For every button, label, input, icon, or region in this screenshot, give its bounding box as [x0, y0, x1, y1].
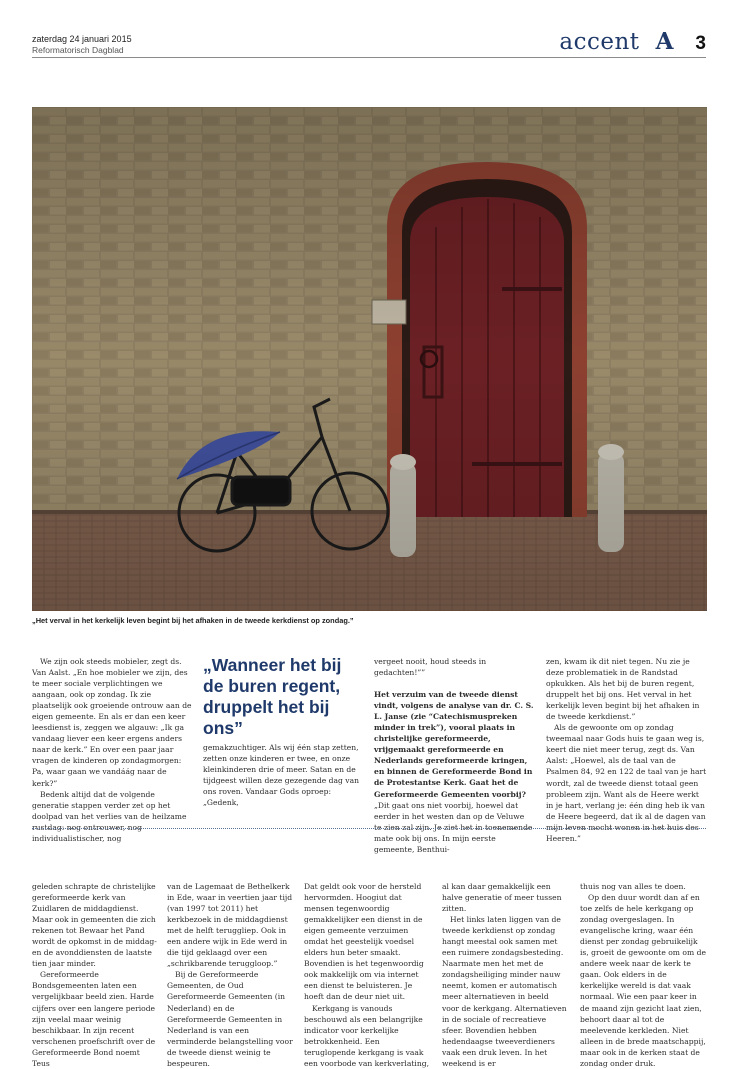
masthead-right [559, 28, 706, 55]
paragraph: gemakzuchtiger. Als wij één stap zetten, zetten onze kinderen er twee, en onze kleinkinderen drie of meer. Satan en de tijdgeest willen deze gezegende dag van ons roven. Vandaar Gods oproep: „Gedenk, [203, 743, 359, 808]
upper-column-3 [374, 656, 534, 855]
paragraph: van de Lagemaat de Bethelkerk in Ede, waar in veertien jaar tijd (van 1997 tot 2011) het kerkbezoek in de middagdienst met de helft teruggliep. Ook in een andere wijk in Ede werd in die tijd geklaagd over een „schrikbarende teruggloop.” [167, 882, 293, 969]
lower-column-3 [304, 881, 430, 1069]
issue-date: zaterdag 24 januari 2015 [32, 34, 132, 44]
paragraph: Op den duur wordt dan af en toe zelfs de hele kerkgang op zondag overgeslagen. In evangelische kring, waar één dienst per zondag gebruikelijk is, groeit de gewoonte om om de andere week naar de kerk te gaan. Ook elders in de kerkelijke wereld is dat vaak normaal. Wie een paar keer in de maand zijn gezicht laat zien, behoort daar al tot de meelevende kerkleden. Niet alleen in de brede maatschappij, maar ook in de kerken staat de zondag onder druk. [580, 893, 706, 1068]
paragraph: al kan daar gemakkelijk een halve generatie of meer tussen zitten. [442, 882, 562, 914]
paragraph: We zijn ook steeds mobieler, zegt ds. Van Aalst. „En hoe mobieler we zijn, des te meer sociale verplichtingen we aangaan, ook op zondag. Ik zie plaatselijk ook groeiende ontrouw aan de eigen gemeente. En als er dan een keer leesdienst is, zeggen we algauw: „Ik ga vandaag liever een keer ergens anders naar de kerk.” En over een paar jaar vragen de kinderen op zondagmorgen: Pa, waar gaan we vandáág naar de kerk?” [32, 657, 192, 788]
masthead-divider [32, 57, 706, 58]
paragraph: Kerkgang is vanouds beschouwd als een belangrijke indicator voor kerkelijke betrokkenheid. Een teruglopende kerkgang is vaak een voorbode van kerkverlating, [304, 1003, 430, 1068]
page-number: 3 [695, 33, 706, 54]
paragraph: zen, kwam ik dit niet tegen. Nu zie je deze problematiek in de Randstad opkukken. Als het bij de buren regent, druppelt het bij ons. Het verval in het kerkelijk leven begint bij het afhaken in de tweede kerkdienst.” [546, 657, 700, 722]
paragraph: Bedenk altijd dat de volgende generatie stappen verder zet op het doolpad van het verlies van de heilzame rustdag: nog ontrouwer, nog individualistischer, nog [32, 789, 187, 843]
paragraph: „Dit gaat ons niet voorbij, hoewel dat eerder in het westen dan op de Veluwe te zien zal zijn. Je ziet het in toenemende mate ook bij ons. In mijn eerste gemeente, Benthui- [374, 800, 533, 854]
masthead-left [32, 33, 132, 56]
lower-column-5 [580, 881, 707, 1069]
paragraph: Als de gewoonte om op zondag tweemaal naar Gods huis te gaan weg is, keert die niet meer terug, zegt ds. Van Aalst: „Hoewel, als de taal van de Psalmen 84, 92 en 122 de taal van je hart wordt, zal de tweede dienst totaal geen probleem zijn. Want als de Heere werkt in je hart, verlang je: één ding heb ik van de Heere begeerd, dat ik al de dagen van mijn leven mocht wonen in het huis des Heeren.” [546, 723, 707, 843]
upper-column-1 [32, 656, 192, 844]
paragraph: thuis nog van alles te doen. [580, 882, 686, 891]
section-letter: A [655, 28, 674, 55]
paragraph: Bij de Gereformeerde Gemeenten, de Oud Gereformeerde Gemeenten (in Nederland) en de Gereformeerde Gemeenten in Nederland is van een verminderde belangstelling voor de tweede dienst weinig te bespeuren. [167, 970, 293, 1068]
lower-column-2 [167, 881, 293, 1069]
newspaper-name: Reformatorisch Dagblad [32, 45, 124, 55]
upper-column-2 [203, 742, 361, 808]
paragraph: Het links laten liggen van de tweede kerkdienst op zondag hangt meestal ook samen met een ruimere zondagsbesteding. Naarmate men het met de zondagsheiliging minder nauw neemt, komen er automatisch meer alternatieven in beeld voor de kerkgang. Alternatieven in de sociale of recreatieve sfeer. Bovendien hebben hedendaagse tweeverdieners vaak een druk leven. In het weekend is er [442, 915, 567, 1068]
article-photo [32, 107, 707, 611]
section-divider [32, 828, 706, 829]
paragraph: geleden schrapte de christelijke gereformeerde kerk van Zuidlaren de middagdienst. Maar ook in gemeenten die zich rekenen tot Bewaar het Pand wordt de opkomst in de middag- en de avonddiensten de laatste tien jaar minder. [32, 882, 157, 969]
lower-column-1 [32, 881, 158, 1069]
paragraph: Dat geldt ook voor de hersteld hervormden. Hoogiut dat mensen tegenwoordig gemakkelijker een dienst in de eigen gemeente verzuimen omdat het geestelijk voedsel elders hun beter smaakt. Bovendien is het tegenwoordig ook makkelijk om via internet een dienst te beluisteren. Je hoeft dan de deur niet uit. [304, 882, 424, 1002]
paragraph: vergeet nooit, houd steeds in gedachten!”” [374, 657, 487, 678]
subheading: Het verzuim van de tweede dienst vindt, volgens de analyse van dr. C. S. L. Janse (zie “Catechismuspreken minder in trek”), vooral plaats in christelijke gereformeerde, vrijgemaakt gereformeerde en Nederlands gereformeerde kringen, en binnen de Gereformeerde Bond in de Protestantse Kerk. Gaat het de Gereformeerde Gemeenten voorbij? [374, 690, 534, 799]
upper-column-4 [546, 656, 707, 844]
photo-caption: „Het verval in het kerkelijk leven begint bij het afhaken in de tweede kerkdienst op zondag.” [32, 616, 354, 625]
paragraph: Gereformeerde Bondsgemeenten laten een vergelijkbaar beeld zien. Harde cijfers over een langere periode zijn veelal maar weinig beschikbaar. In zijn recent verschenen proefschrift over de Gereformeerde Bond noemt Teus [32, 970, 156, 1068]
photo-illustration [32, 107, 707, 611]
section-name: accent [559, 29, 640, 55]
pull-quote: „Wanneer het bij de buren regent, druppelt het bij ons” [203, 655, 342, 738]
lower-column-4 [442, 881, 568, 1069]
